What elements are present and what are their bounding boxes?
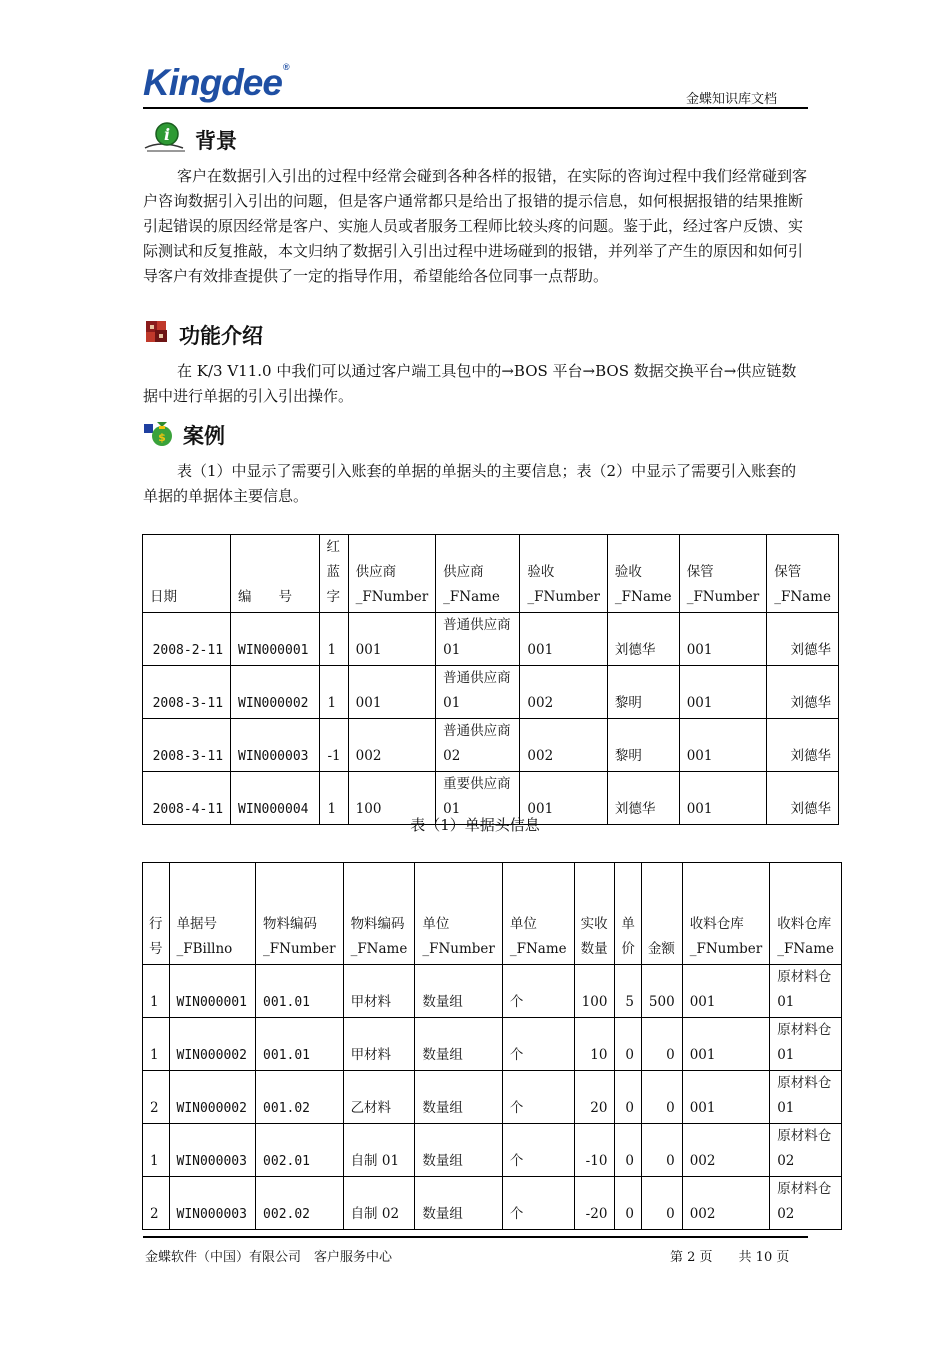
column-header: 行号: [143, 863, 170, 965]
table-cell: -10: [574, 1124, 615, 1177]
table-cell: 001.01: [256, 1018, 344, 1071]
table-cell: 100: [348, 772, 436, 825]
table-cell: 2: [143, 1177, 170, 1230]
column-header: 单位_FName: [502, 863, 574, 965]
column-header: 验收_FNumber: [520, 535, 608, 613]
table-row: [143, 965, 842, 1018]
table-cell: 个: [502, 1071, 574, 1124]
column-header: 日期: [143, 535, 231, 613]
table-cell: 数量组: [415, 1124, 503, 1177]
table-cell: 数量组: [415, 1018, 503, 1071]
table-cell: 原材料仓 01: [770, 1018, 842, 1071]
table-cell: WIN000003: [231, 719, 320, 772]
table-cell: 原材料仓 01: [770, 1071, 842, 1124]
table-cell: 0: [641, 1018, 682, 1071]
table-cell: 刘德华: [607, 772, 679, 825]
column-header: 供应商_FNumber: [348, 535, 436, 613]
table-cell: 原材料仓 01: [770, 965, 842, 1018]
table-cell: 002: [682, 1124, 770, 1177]
table-cell: 刘德华: [767, 719, 839, 772]
column-header: 收料仓库_FNumber: [682, 863, 770, 965]
table-cell: 原材料仓 02: [770, 1177, 842, 1230]
table-cell: WIN000002: [231, 666, 320, 719]
doc-label: 金蝶知识库文档: [686, 92, 778, 107]
svg-text:$: $: [158, 431, 166, 444]
money-bag-icon: [143, 416, 175, 453]
column-header: 物料编码_FNumber: [256, 863, 344, 965]
table-cell: 1: [143, 1124, 170, 1177]
table-cell: 1: [143, 965, 170, 1018]
table-cell: 数量组: [415, 1071, 503, 1124]
footer-divider: [143, 1236, 808, 1238]
table-cell: 20: [574, 1071, 615, 1124]
table-cell: 2008-3-11: [143, 719, 231, 772]
bill-body-table: [142, 862, 842, 1230]
table-cell: 002: [520, 719, 608, 772]
table-caption: 表（1）单据头信息: [410, 816, 540, 834]
table-cell: 普通供应商 01: [436, 666, 520, 719]
table-cell: 1: [143, 1018, 170, 1071]
table-cell: 001: [682, 965, 770, 1018]
column-header: 红蓝字: [320, 535, 348, 613]
table-cell: 自制 02: [343, 1177, 415, 1230]
table-row: [143, 719, 839, 772]
table-cell: WIN000003: [169, 1124, 256, 1177]
table-row: [143, 1177, 842, 1230]
table-cell: 0: [615, 1124, 642, 1177]
section-heading-background: [143, 120, 237, 159]
table-cell: WIN000001: [231, 613, 320, 666]
table-cell: 乙材料: [343, 1071, 415, 1124]
table-cell: 001: [520, 772, 608, 825]
table-row: [143, 1124, 842, 1177]
table-cell: 001: [679, 772, 767, 825]
table-cell: 5: [615, 965, 642, 1018]
table-cell: 0: [615, 1177, 642, 1230]
table-row: [143, 666, 839, 719]
table-cell: 1: [320, 666, 348, 719]
table-header-row: [143, 863, 842, 965]
table-cell: 1: [320, 772, 348, 825]
table-cell: 001.02: [256, 1071, 344, 1124]
table-cell: 10: [574, 1018, 615, 1071]
column-header: 验收_FName: [607, 535, 679, 613]
table-cell: 0: [615, 1018, 642, 1071]
table-cell: 黎明: [607, 719, 679, 772]
example-paragraph: 表（1）中显示了需要引入账套的单据的单据头的主要信息；表（2）中显示了需要引入账套的单据的单据体主要信息。: [143, 462, 797, 505]
column-header: 单价: [615, 863, 642, 965]
table-cell: 002: [682, 1177, 770, 1230]
table-cell: 个: [502, 1177, 574, 1230]
column-header: 保管_FName: [767, 535, 839, 613]
table-cell: WIN000003: [169, 1177, 256, 1230]
column-header: 保管_FNumber: [679, 535, 767, 613]
table-cell: 1: [320, 613, 348, 666]
table-cell: 001: [679, 613, 767, 666]
table-cell: 001: [348, 666, 436, 719]
table-cell: 刘德华: [767, 772, 839, 825]
table-cell: 黎明: [607, 666, 679, 719]
table-cell: 甲材料: [343, 965, 415, 1018]
table-cell: 001: [682, 1018, 770, 1071]
column-header: 编 号: [231, 535, 320, 613]
svg-text:i: i: [163, 125, 171, 144]
page-number: 第 2 页 共 10 页: [670, 1250, 790, 1265]
column-header: 单位_FNumber: [415, 863, 503, 965]
table-row: [143, 1071, 842, 1124]
table-cell: 个: [502, 965, 574, 1018]
table-cell: 数量组: [415, 1177, 503, 1230]
column-header: 物料编码_FName: [343, 863, 415, 965]
table-cell: WIN000001: [169, 965, 256, 1018]
table-cell: 500: [641, 965, 682, 1018]
section-title: 功能介绍: [179, 323, 263, 348]
table-cell: 甲材料: [343, 1018, 415, 1071]
table-cell: -20: [574, 1177, 615, 1230]
section-title: 背景: [195, 128, 237, 153]
table-cell: 个: [502, 1124, 574, 1177]
section-heading-example: [143, 416, 225, 453]
features-paragraph: 在 K/3 V11.0 中我们可以通过客户端工具包中的→BOS 平台→BOS 数据交换平台→供应链数据中进行单据的引入引出操作。: [143, 362, 797, 405]
table-header-row: [143, 535, 839, 613]
footer-company: 金蝶软件（中国）有限公司 客户服务中心: [145, 1250, 393, 1265]
table-cell: 001: [679, 719, 767, 772]
table-cell: 001: [679, 666, 767, 719]
column-header: 金额: [641, 863, 682, 965]
background-paragraph: 客户在数据引入引出的过程中经常会碰到各种各样的报错，在实际的咨询过程中我们经常碰到客户咨询数据引入引出的问题，但是客户通常都只是给出了报错的提示信息，如何根据报错的结果推断引起错误的原因经常是客户、实施人员或者服务工程师比较头疼的问题。鉴于此，经过客户反馈、实际测试和反复推敲，本文归纳了数据引入引出过程中进场碰到的报错，并列举了产生的原因和如何引导客户有效排查提供了一定的指导作用，希望能给各位同事一点帮助。: [143, 167, 808, 285]
table-cell: 刘德华: [607, 613, 679, 666]
section-heading-features: [143, 318, 263, 351]
table-row: [143, 613, 839, 666]
table-cell: 原材料仓 02: [770, 1124, 842, 1177]
header-divider: [143, 107, 808, 109]
column-header: 收料仓库_FName: [770, 863, 842, 965]
table-cell: 0: [641, 1124, 682, 1177]
table-cell: 002: [348, 719, 436, 772]
table-cell: 001.01: [256, 965, 344, 1018]
table-cell: WIN000004: [231, 772, 320, 825]
table-cell: 001: [682, 1071, 770, 1124]
section-title: 案例: [183, 423, 225, 448]
column-header: 供应商_FName: [436, 535, 520, 613]
table-cell: 2008-4-11: [143, 772, 231, 825]
puzzle-icon: [143, 318, 171, 351]
table-cell: 0: [641, 1071, 682, 1124]
table-cell: 刘德华: [767, 666, 839, 719]
table-cell: 普通供应商 01: [436, 613, 520, 666]
table-row: [143, 1018, 842, 1071]
table-cell: WIN000002: [169, 1018, 256, 1071]
table-cell: 002: [520, 666, 608, 719]
table-cell: 个: [502, 1018, 574, 1071]
table-cell: 0: [615, 1071, 642, 1124]
table-cell: 自制 01: [343, 1124, 415, 1177]
table-cell: WIN000002: [169, 1071, 256, 1124]
table-cell: 001: [348, 613, 436, 666]
table-cell: 数量组: [415, 965, 503, 1018]
table-cell: 001: [520, 613, 608, 666]
column-header: 单据号_FBillno: [169, 863, 256, 965]
table-cell: 2008-2-11: [143, 613, 231, 666]
table-cell: 002.02: [256, 1177, 344, 1230]
info-icon: [143, 120, 187, 159]
bill-header-table: [142, 534, 839, 825]
table-cell: 刘德华: [767, 613, 839, 666]
table-cell: 0: [641, 1177, 682, 1230]
table-cell: 100: [574, 965, 615, 1018]
column-header: 实收数量: [574, 863, 615, 965]
table-cell: 002.01: [256, 1124, 344, 1177]
table-cell: 普通供应商 02: [436, 719, 520, 772]
table-cell: 2: [143, 1071, 170, 1124]
table-cell: 2008-3-11: [143, 666, 231, 719]
table-cell: 重要供应商 01: [436, 772, 520, 825]
kingdee-logo: Kingdee®: [143, 62, 289, 103]
table-cell: -1: [320, 719, 348, 772]
